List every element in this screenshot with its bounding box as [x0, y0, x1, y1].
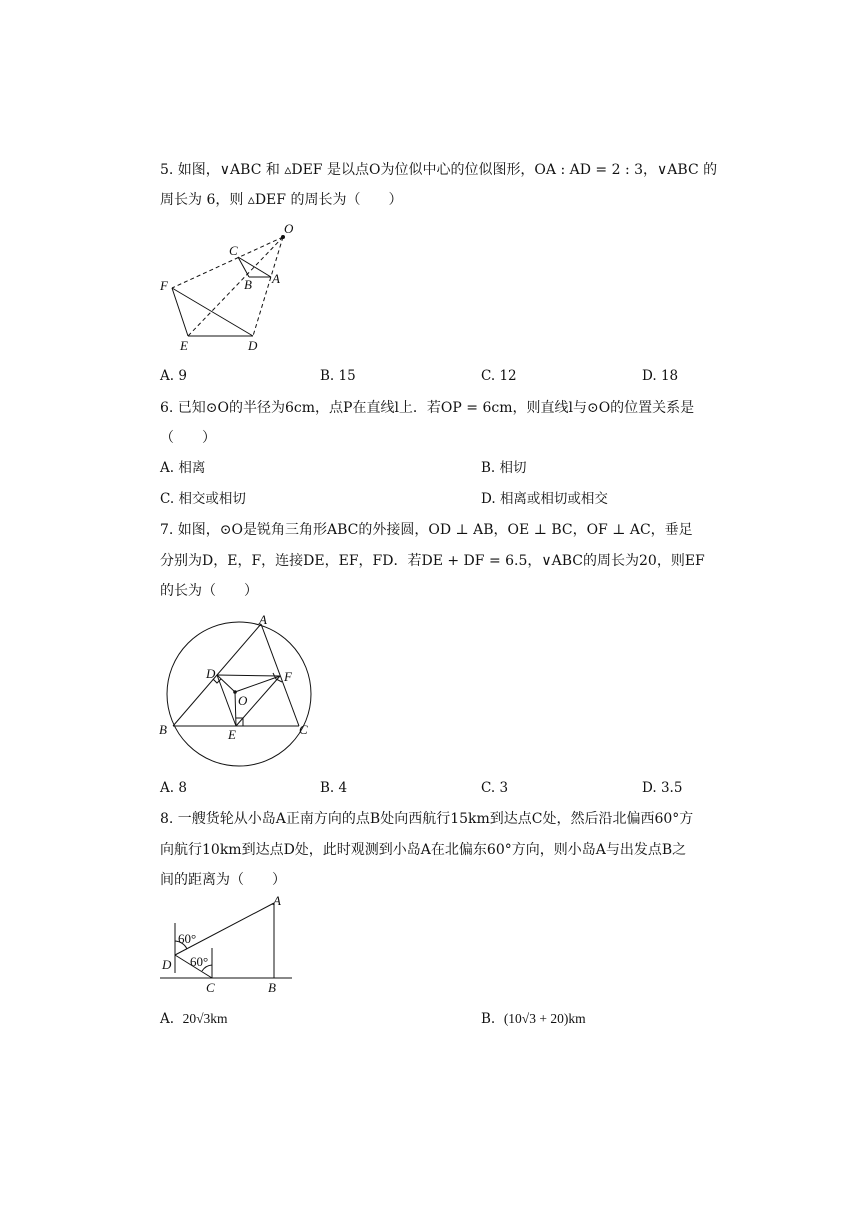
q5-stem-line-1: 5. 如图，∨ABC 和 ▵DEF 是以点O为位似中心的位似图形，OA : AD = 2 : 3，∨ABC 的 [160, 162, 718, 178]
q6-option-b: B. 相切 [481, 460, 527, 476]
q7-option-c: C. 3 [481, 780, 509, 796]
q8-option-a: A. 20√3km [160, 1011, 228, 1027]
q7-label-o: O [238, 693, 248, 708]
q5-stem-line-2: 周长为 6，则 ▵DEF 的周长为（ ） [160, 192, 403, 208]
q7-label-e: E [228, 727, 236, 742]
q8-option-b: B. (10√3 + 20)km [481, 1011, 586, 1027]
q7-figure [155, 612, 325, 772]
q8-label-d: D [162, 957, 172, 972]
q6-option-c: C. 相交或相切 [160, 491, 246, 507]
q5-ray-od [253, 237, 283, 336]
q7-option-d: D. 3.5 [642, 780, 683, 796]
q6-stem-line-2: （ ） [160, 430, 216, 446]
q7-segment-fd [217, 675, 280, 676]
q5-option-c: C. 12 [481, 368, 517, 384]
q5-ray-of [172, 237, 283, 288]
q8-stem-line-3: 间的距离为（ ） [160, 872, 286, 888]
q7-option-b: B. 4 [320, 780, 348, 796]
q7-label-f: F [284, 669, 292, 684]
q5-label-d: D [248, 338, 258, 353]
q7-segment-de [217, 675, 236, 726]
q7-option-a: A. 8 [160, 780, 187, 796]
q7-stem-line-2: 分别为D，E，F，连接DE，EF，FD．若DE + DF = 6.5，∨ABC的周长为20，则EF [160, 553, 705, 569]
q8-label-c: C [206, 980, 215, 995]
q8-segment-da [175, 903, 274, 955]
q5-label-f: F [160, 278, 168, 293]
q8-stem-line-1: 8. 一艘货轮从小岛A正南方向的点B处向西航行15km到达点C处，然后沿北偏西60°方 [160, 811, 694, 827]
q5-label-o: O [284, 221, 294, 236]
q5-label-a: A [272, 271, 280, 286]
q7-point-o [233, 690, 237, 694]
q5-figure [150, 220, 310, 355]
q8-figure [150, 893, 300, 998]
q5-segment-fe [172, 288, 188, 336]
q7-segment-oe [235, 692, 236, 726]
q7-stem-line-1: 7. 如图，⊙O是锐角三角形ABC的外接圆，OD ⊥ AB，OE ⊥ BC，OF ⊥ AC，垂足 [160, 522, 693, 538]
q5-label-b: B [244, 277, 252, 292]
q6-option-a: A. 相离 [160, 460, 206, 476]
q7-label-c: C [299, 722, 308, 737]
q7-stem-line-3: 的长为（ ） [160, 583, 258, 599]
q6-option-d: D. 相离或相切或相交 [481, 491, 608, 507]
q5-label-c: C [229, 243, 238, 258]
q5-option-d: D. 18 [642, 368, 679, 384]
q8-label-a: A [273, 893, 281, 908]
q8-label-angle-c: 60° [190, 954, 209, 969]
q7-label-a: A [259, 612, 267, 627]
q8-label-b: B [268, 980, 276, 995]
q5-label-e: E [180, 338, 188, 353]
q6-stem-line-1: 6. 已知⊙O的半径为6cm，点P在直线l上．若OP = 6cm，则直线l与⊙O的位置关系是 [160, 400, 695, 416]
q5-option-a: A. 9 [160, 368, 187, 384]
q5-segment-fd [172, 288, 253, 336]
q7-label-d: D [206, 666, 216, 681]
q5-option-b: B. 15 [320, 368, 356, 384]
q8-stem-line-2: 向航行10km到达点D处，此时观测到小岛A在北偏东60°方向，则小岛A与出发点B之 [160, 842, 687, 858]
q7-label-b: B [159, 722, 167, 737]
q8-label-angle-d: 60° [178, 931, 197, 946]
q7-segment-ac [261, 624, 299, 726]
